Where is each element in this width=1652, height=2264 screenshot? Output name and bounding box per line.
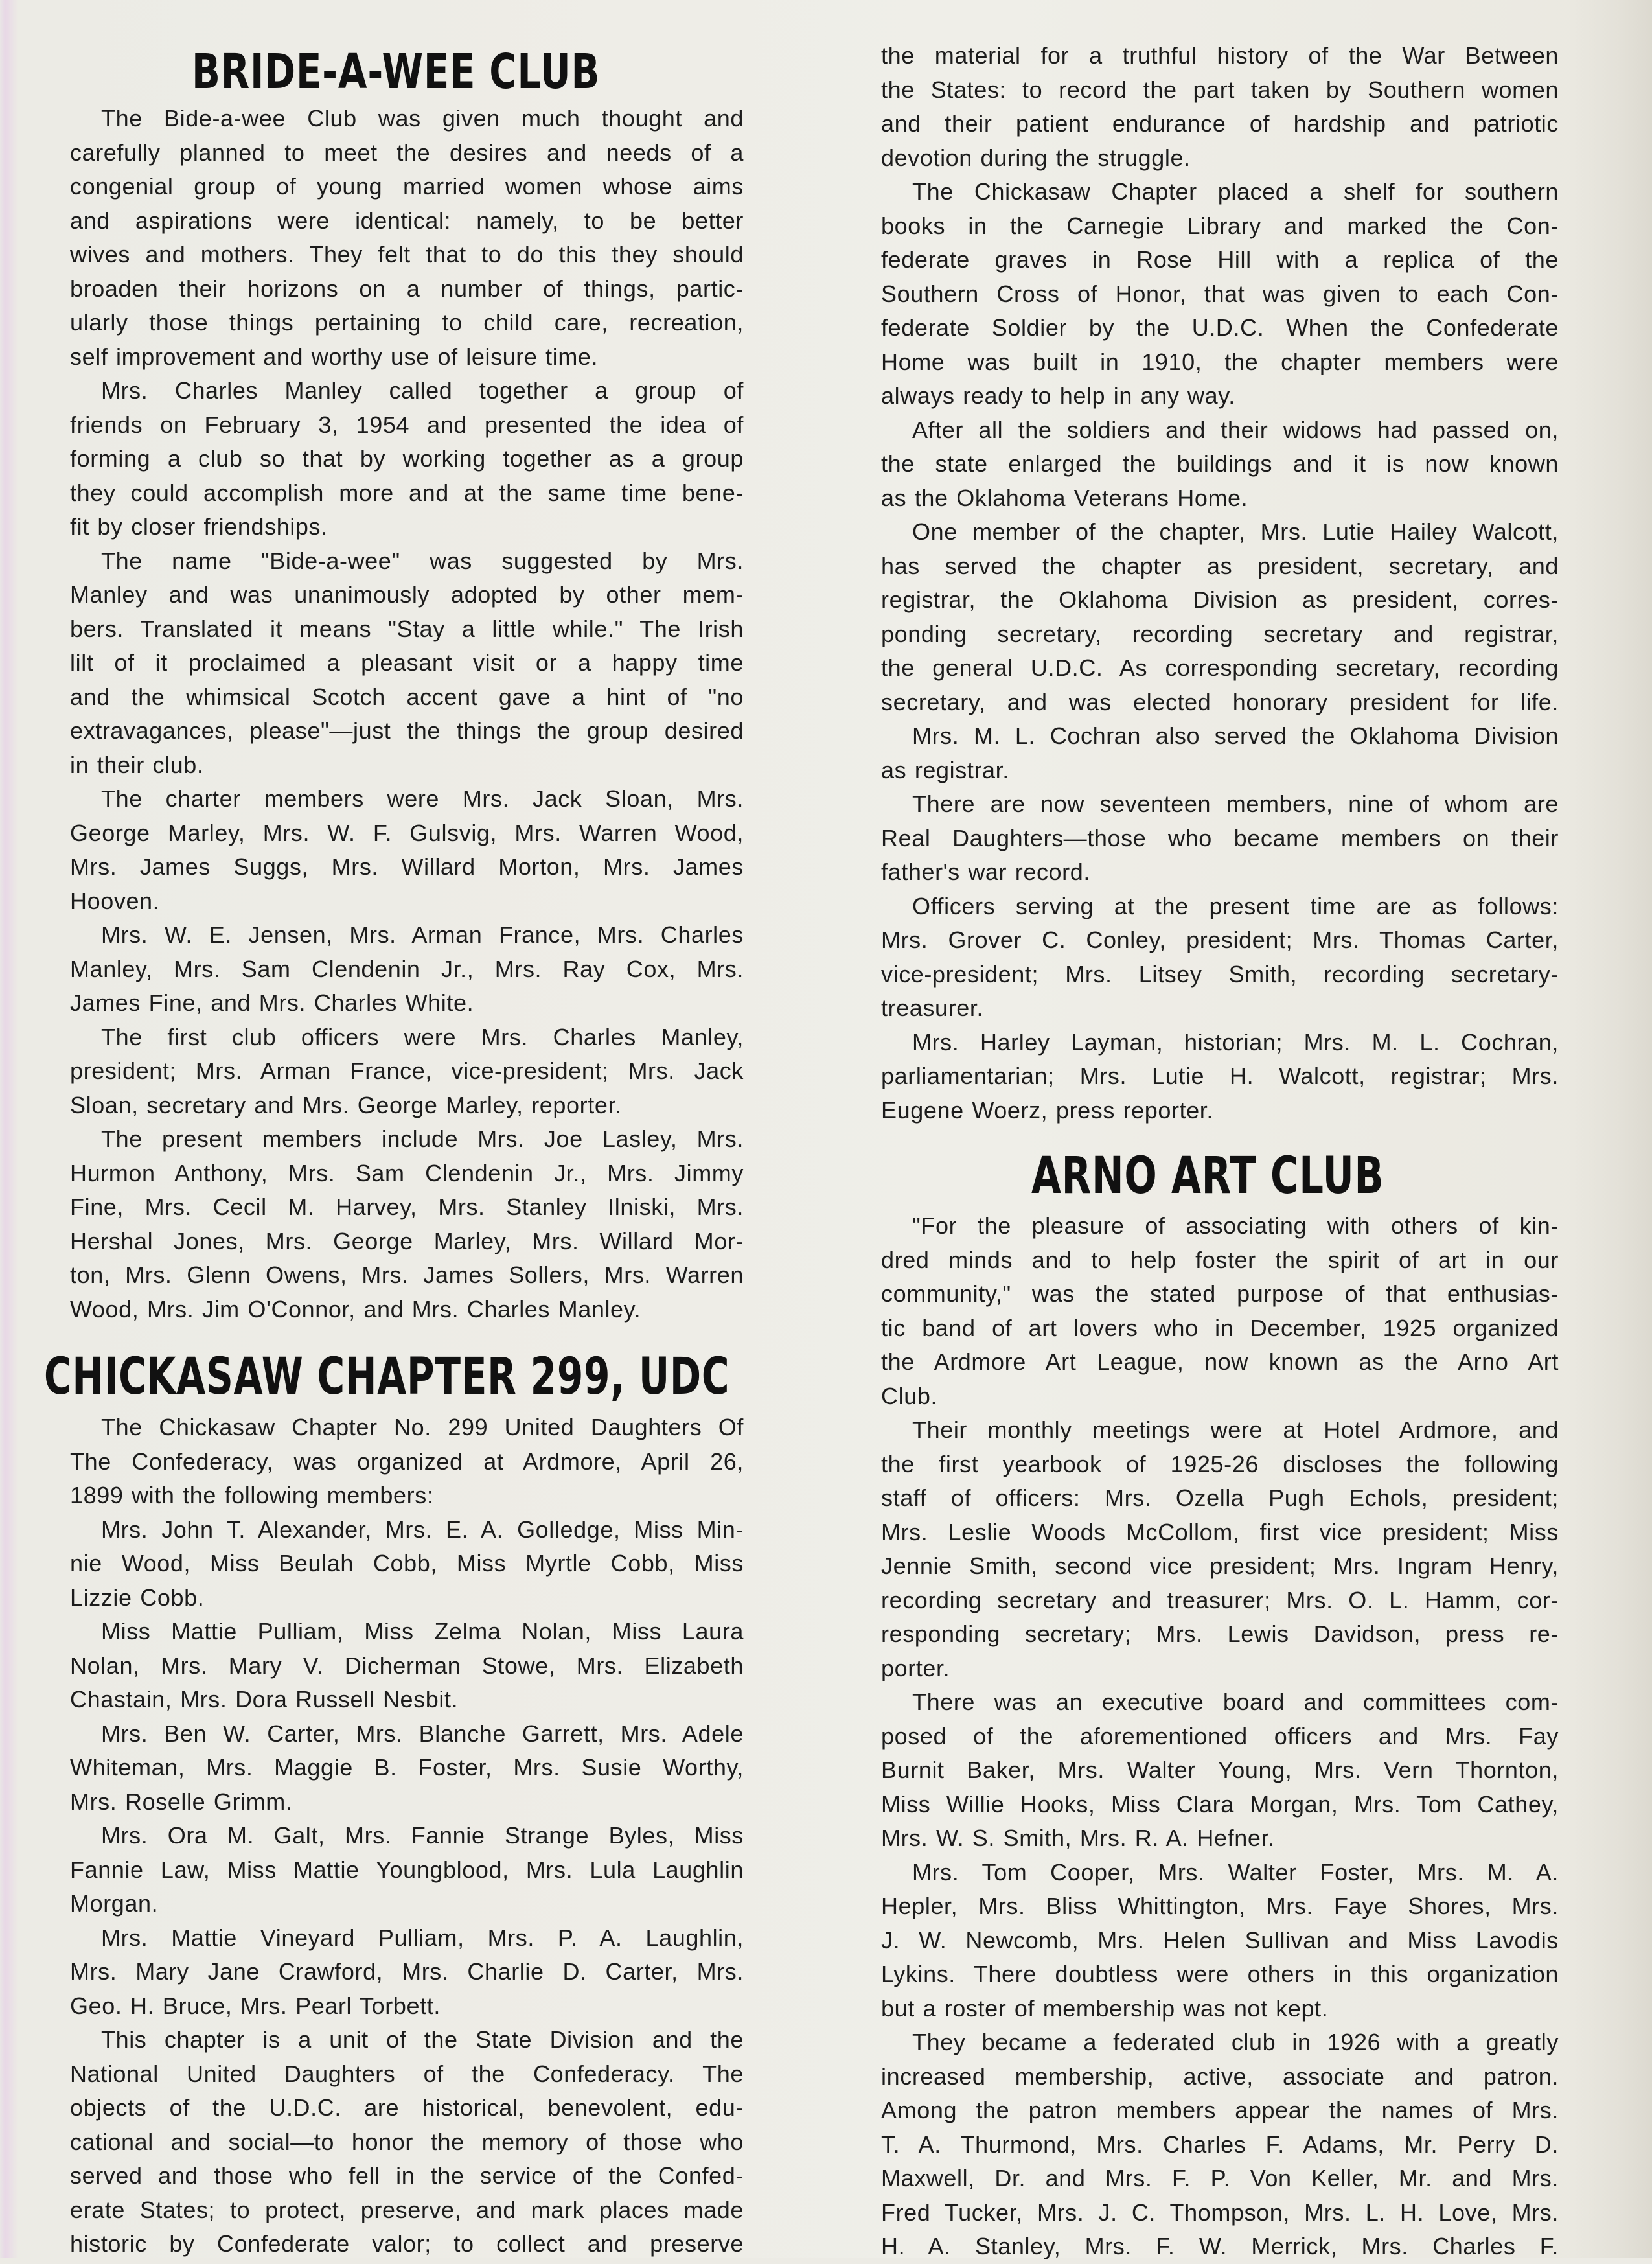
text-line: Mrs. W. E. Jensen, Mrs. Arman France, Mrs. Charles bbox=[101, 921, 744, 948]
text-line: T. A. Thurmond, Mrs. Charles F. Adams, Mr. Perry D. bbox=[881, 2131, 1559, 2158]
text-line: porter. bbox=[881, 1654, 950, 1681]
text-line: Mrs. Harley Layman, historian; Mrs. M. L. Cochran, bbox=[912, 1028, 1559, 1056]
text-line: vice-president; Mrs. Litsey Smith, recording secretary- bbox=[881, 960, 1559, 988]
text-line: Mrs. Mary Jane Crawford, Mrs. Charlie D. Carter, Mrs. bbox=[70, 1958, 744, 1985]
heading-chickasaw-chapter: CHICKASAW CHAPTER 299, UDC bbox=[44, 1348, 730, 1406]
text-line: They became a federated club in 1926 with a greatly bbox=[912, 2029, 1559, 2055]
text-line: the general U.D.C. As corresponding secretary, recording bbox=[881, 654, 1559, 681]
text-line: friends on February 3, 1954 and presented the idea of bbox=[70, 411, 744, 438]
text-line: erate States; to protect, preserve, and mark places made bbox=[70, 2196, 744, 2223]
text-line: "For the pleasure of associating with others of kin- bbox=[912, 1212, 1559, 1239]
text-line: self improvement and worthy use of leisure time. bbox=[70, 343, 599, 370]
bride-a-wee-body bbox=[70, 102, 744, 1326]
text-line: broaden their horizons on a number of things, partic- bbox=[70, 275, 744, 302]
text-line: community," was the stated purpose of that enthusias- bbox=[881, 1280, 1559, 1307]
text-line: Mrs. John T. Alexander, Mrs. E. A. Golledge, Miss Min- bbox=[101, 1516, 744, 1543]
text-line: J. W. Newcomb, Mrs. Helen Sullivan and Miss Lavodis bbox=[881, 1926, 1559, 1954]
text-line: the Ardmore Art League, now known as the Arno Art bbox=[881, 1348, 1559, 1375]
text-line: Real Daughters—those who became members on their bbox=[881, 824, 1559, 851]
text-line: carefully planned to meet the desires and needs of a bbox=[70, 139, 744, 166]
text-line: treasurer. bbox=[881, 995, 984, 1021]
heading-bride-a-wee-club: BRIDE-A-WEE CLUB bbox=[192, 44, 601, 100]
text-line: The first club officers were Mrs. Charles Manley, bbox=[101, 1023, 744, 1050]
text-line: There was an executive board and committees com- bbox=[912, 1689, 1559, 1715]
text-line: forming a club so that by working together as a group bbox=[70, 445, 744, 472]
text-line: parliamentarian; Mrs. Lutie H. Walcott, registrar; Mrs. bbox=[881, 1063, 1559, 1089]
text-line: and their patient endurance of hardship and patriotic bbox=[881, 110, 1559, 137]
text-line: Burnit Baker, Mrs. Walter Young, Mrs. Vern Thornton, bbox=[881, 1757, 1559, 1783]
text-line: There are now seventeen members, nine of whom are bbox=[912, 791, 1559, 817]
text-line: Mrs. W. S. Smith, Mrs. R. A. Hefner. bbox=[881, 1825, 1275, 1851]
text-line: Hershal Jones, Mrs. George Marley, Mrs. Willard Mor- bbox=[70, 1227, 744, 1254]
text-line: Mrs. M. L. Cochran also served the Oklahoma Division bbox=[912, 722, 1559, 749]
text-line: Hurmon Anthony, Mrs. Sam Clendenin Jr., Mrs. Jimmy bbox=[70, 1159, 744, 1186]
text-line: Nolan, Mrs. Mary V. Dicherman Stowe, Mrs. Elizabeth bbox=[70, 1652, 744, 1679]
text-line: books in the Carnegie Library and marked the Con- bbox=[881, 212, 1559, 239]
text-line: ponding secretary, recording secretary and registrar, bbox=[881, 620, 1559, 647]
text-line: Wood, Mrs. Jim O'Connor, and Mrs. Charles Manley. bbox=[70, 1295, 641, 1323]
text-line: The present members include Mrs. Joe Lasley, Mrs. bbox=[101, 1126, 744, 1152]
text-line: nie Wood, Miss Beulah Cobb, Miss Myrtle Cobb, Miss bbox=[70, 1550, 744, 1577]
text-line: One member of the chapter, Mrs. Lutie Hailey Walcott, bbox=[912, 518, 1559, 545]
text-line: Mrs. Roselle Grimm. bbox=[70, 1788, 293, 1815]
text-line: and aspirations were identical: namely, to be better bbox=[70, 207, 744, 234]
text-line: tic band of art lovers who in December, 1925 organized bbox=[881, 1314, 1559, 1341]
text-line: the material for a truthful history of the War Between bbox=[881, 42, 1559, 69]
text-line: Club. bbox=[881, 1382, 938, 1409]
text-line: father's war record. bbox=[881, 859, 1090, 885]
text-line: The Confederacy, was organized at Ardmore, April 26, bbox=[70, 1448, 744, 1475]
text-line: ularly those things pertaining to child care, recreation, bbox=[70, 309, 744, 336]
text-line: increased membership, active, associate and patron. bbox=[881, 2062, 1559, 2090]
text-line: Jennie Smith, second vice president; Mrs. Ingram Henry, bbox=[881, 1553, 1559, 1579]
text-line: but a roster of membership was not kept. bbox=[881, 1994, 1329, 2022]
text-line: Lizzie Cobb. bbox=[70, 1584, 205, 1611]
text-line: staff of officers: Mrs. Ozella Pugh Echols, president; bbox=[881, 1484, 1559, 1511]
text-line: Miss Willie Hooks, Miss Clara Morgan, Mrs. Tom Cathey, bbox=[881, 1790, 1559, 1818]
text-line: Mrs. Tom Cooper, Mrs. Walter Foster, Mrs. M. A. bbox=[912, 1858, 1559, 1886]
text-line: Maxwell, Dr. and Mrs. F. P. Von Keller, Mr. and Mrs. bbox=[881, 2165, 1559, 2191]
text-line: cational and social—to honor the memory of those who bbox=[70, 2128, 744, 2155]
text-line: federate Soldier by the U.D.C. When the Confederate bbox=[881, 314, 1559, 341]
text-line: Lykins. There doubtless were others in this organization bbox=[881, 1961, 1559, 1987]
text-line: Mrs. Leslie Woods McCollom, first vice president; Miss bbox=[881, 1518, 1559, 1545]
text-line: Whiteman, Mrs. Maggie B. Foster, Mrs. Susie Worthy, bbox=[70, 1754, 744, 1781]
heading-arno-art-club: ARNO ART CLUB bbox=[1031, 1147, 1384, 1205]
text-line: H. A. Stanley, Mrs. F. W. Merrick, Mrs. Charles F. bbox=[881, 2233, 1559, 2259]
text-line: ton, Mrs. Glenn Owens, Mrs. James Sollers, Mrs. Warren bbox=[70, 1262, 744, 1288]
text-line: Mrs. James Suggs, Mrs. Willard Morton, Mrs. James bbox=[70, 853, 744, 880]
text-line: Officers serving at the present time are as follows: bbox=[912, 892, 1559, 919]
chickasaw-body-left bbox=[70, 1411, 744, 2261]
text-line: Eugene Woerz, press reporter. bbox=[881, 1096, 1213, 1124]
arno-art-body bbox=[881, 1209, 1559, 2264]
chickasaw-body-right bbox=[881, 39, 1559, 1127]
text-line: Southern Cross of Honor, that was given to each Con- bbox=[881, 280, 1559, 307]
text-line: the first yearbook of 1925-26 discloses the following bbox=[881, 1450, 1559, 1477]
page-edge-shadow bbox=[1568, 0, 1652, 2258]
text-line: always ready to help in any way. bbox=[881, 382, 1235, 409]
text-line: recording secretary and treasurer; Mrs. O. L. Hamm, cor- bbox=[881, 1586, 1559, 1613]
text-line: Manley, Mrs. Sam Clendenin Jr., Mrs. Ray Cox, Mrs. bbox=[70, 955, 744, 982]
text-line: Morgan. bbox=[70, 1890, 159, 1917]
text-line: bers. Translated it means "Stay a little while." The Irish bbox=[70, 615, 744, 642]
text-line: Hepler, Mrs. Bliss Whittington, Mrs. Faye Shores, Mrs. bbox=[881, 1893, 1559, 1919]
text-line: Miss Mattie Pulliam, Miss Zelma Nolan, Miss Laura bbox=[101, 1618, 744, 1645]
text-line: fit by closer friendships. bbox=[70, 513, 328, 540]
text-line: served and those who fell in the service of the Confed- bbox=[70, 2162, 744, 2189]
text-line: as registrar. bbox=[881, 756, 1009, 783]
text-line: as the Oklahoma Veterans Home. bbox=[881, 484, 1248, 511]
text-line: The charter members were Mrs. Jack Sloan, Mrs. bbox=[101, 785, 744, 812]
text-line: congenial group of young married women whose aims bbox=[70, 173, 744, 200]
text-line: The name "Bide-a-wee" was suggested by Mrs. bbox=[101, 547, 744, 574]
text-line: posed of the aforementioned officers and Mrs. Fay bbox=[881, 1722, 1559, 1750]
text-line: Mrs. Charles Manley called together a group of bbox=[101, 377, 744, 404]
text-line: This chapter is a unit of the State Division and the bbox=[101, 2026, 744, 2053]
text-line: The Bide-a-wee Club was given much thought and bbox=[101, 105, 744, 132]
text-line: Fred Tucker, Mrs. J. C. Thompson, Mrs. L. H. Love, Mrs. bbox=[881, 2199, 1559, 2226]
text-line: Mrs. Ben W. Carter, Mrs. Blanche Garrett, Mrs. Adele bbox=[101, 1720, 744, 1747]
text-line: Geo. H. Bruce, Mrs. Pearl Torbett. bbox=[70, 1992, 441, 2019]
text-line: dred minds and to help foster the spirit of art in our bbox=[881, 1246, 1559, 1273]
text-line: National United Daughters of the Confederacy. The bbox=[70, 2060, 744, 2087]
text-line: Their monthly meetings were at Hotel Ardmore, and bbox=[912, 1416, 1559, 1443]
text-line: After all the soldiers and their widows had passed on, bbox=[912, 416, 1559, 443]
text-line: responding secretary; Mrs. Lewis Davidson, press re- bbox=[881, 1621, 1559, 1647]
text-line: James Fine, and Mrs. Charles White. bbox=[70, 989, 474, 1016]
text-line: The Chickasaw Chapter placed a shelf for southern bbox=[912, 178, 1559, 205]
text-line: the States: to record the part taken by Southern women bbox=[881, 76, 1559, 103]
text-line: historic by Confederate valor; to collect and preserve bbox=[70, 2230, 744, 2257]
text-line: Fine, Mrs. Cecil M. Harvey, Mrs. Stanley Ilniski, Mrs. bbox=[70, 1194, 744, 1220]
text-line: president; Mrs. Arman France, vice-president; Mrs. Jack bbox=[70, 1057, 744, 1084]
text-line: and the whimsical Scotch accent gave a hint of "no bbox=[70, 683, 744, 710]
text-line: registrar, the Oklahoma Division as president, corres- bbox=[881, 586, 1559, 613]
text-line: Chastain, Mrs. Dora Russell Nesbit. bbox=[70, 1686, 459, 1713]
text-line: devotion during the struggle. bbox=[881, 144, 1191, 171]
text-line: they could accomplish more and at the same time bene- bbox=[70, 479, 744, 506]
text-line: Home was built in 1910, the chapter members were bbox=[881, 348, 1559, 375]
text-line: has served the chapter as president, secretary, and bbox=[881, 552, 1559, 579]
text-line: Mrs. Ora M. Galt, Mrs. Fannie Strange Byles, Miss bbox=[101, 1822, 744, 1849]
text-line: Mrs. Grover C. Conley, president; Mrs. Thomas Carter, bbox=[881, 927, 1559, 953]
text-line: wives and mothers. They felt that to do this they should bbox=[70, 241, 744, 268]
text-line: in their club. bbox=[70, 751, 204, 778]
text-line: George Marley, Mrs. W. F. Gulsvig, Mrs. Warren Wood, bbox=[70, 819, 744, 846]
text-line: the state enlarged the buildings and it is now known bbox=[881, 450, 1559, 477]
text-line: Among the patron members appear the names of Mrs. bbox=[881, 2097, 1559, 2123]
text-line: Manley and was unanimously adopted by other mem- bbox=[70, 581, 744, 608]
text-line: Hooven. bbox=[70, 887, 160, 914]
text-line: Fannie Law, Miss Mattie Youngblood, Mrs. Lula Laughlin bbox=[70, 1856, 744, 1883]
text-line: secretary, and was elected honorary president for life. bbox=[881, 688, 1559, 715]
text-line: extravagances, please"—just the things the group desired bbox=[70, 717, 744, 744]
text-line: lilt of it proclaimed a pleasant visit or a happy time bbox=[70, 649, 744, 676]
text-line: Mrs. Mattie Vineyard Pulliam, Mrs. P. A. Laughlin, bbox=[101, 1924, 744, 1951]
text-line: 1899 with the following members: bbox=[70, 1482, 434, 1508]
text-line: Sloan, secretary and Mrs. George Marley, reporter. bbox=[70, 1091, 622, 1118]
text-line: The Chickasaw Chapter No. 299 United Daughters Of bbox=[101, 1414, 744, 1440]
text-line: federate graves in Rose Hill with a replica of the bbox=[881, 246, 1559, 273]
text-line: objects of the U.D.C. are historical, benevolent, edu- bbox=[70, 2094, 744, 2121]
